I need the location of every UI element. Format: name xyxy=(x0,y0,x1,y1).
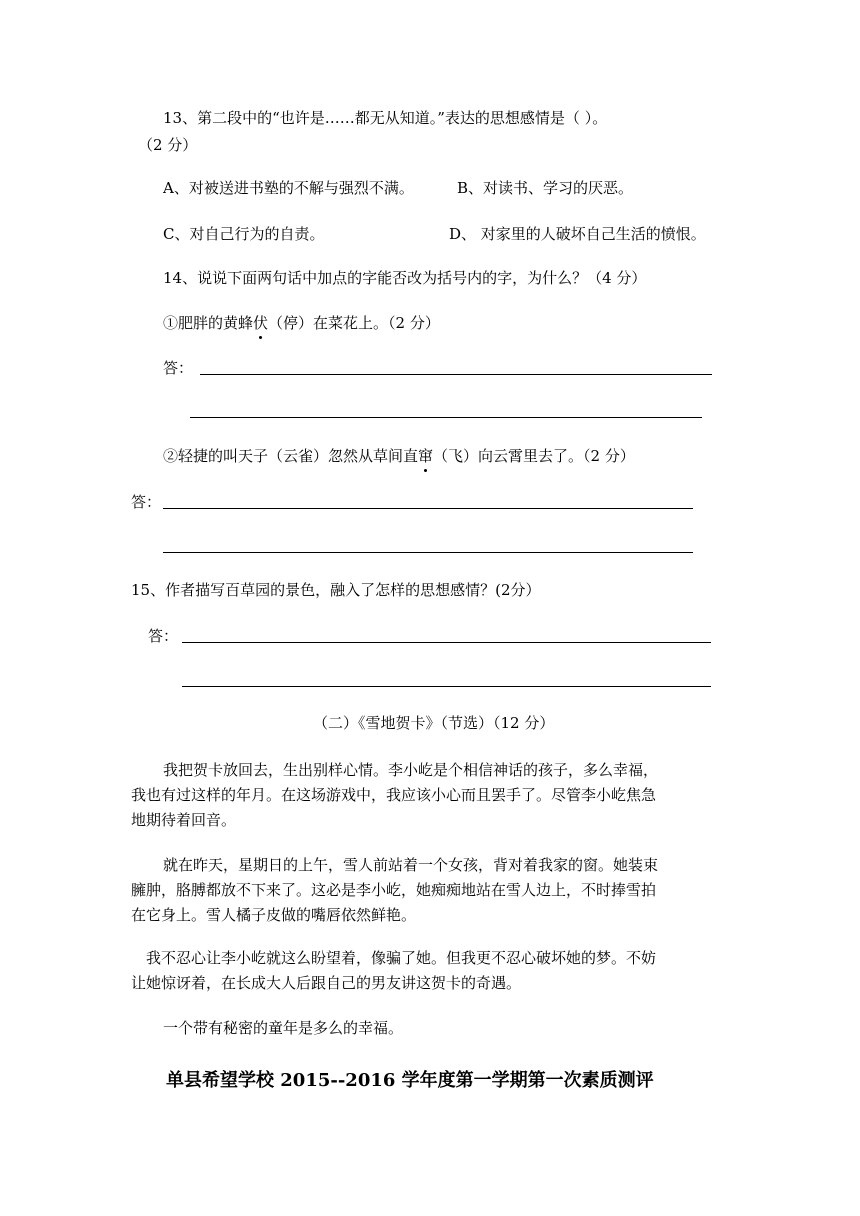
q14-s2-post: （飞）向云霄里去了。（2 分） xyxy=(433,447,635,465)
passage-line: 地期待着回音。 xyxy=(131,811,237,829)
q13-line1: 13、第二段中的“也许是……都无从知道。”表达的思想感情是（ ）。 xyxy=(163,109,608,127)
q13-line2: （2 分） xyxy=(138,136,198,154)
school-exam-title: 单县希望学校 2015--2016 学年度第一学期第一次素质测评 xyxy=(166,1070,654,1091)
q14-s1-dotted-char: 伏 xyxy=(253,314,269,332)
q14-sentence-1 xyxy=(163,313,440,333)
answer-label: 答： xyxy=(148,627,179,645)
passage-line: 让她惊讶着，在长成大人后跟自己的男友讲这贺卡的奇遇。 xyxy=(131,974,522,992)
q13-option-d: D、 对家里的人破坏自己生活的愤恨。 xyxy=(449,225,706,243)
q13-option-b: B、对读书、学习的厌恶。 xyxy=(457,179,634,197)
q14-stem: 14、说说下面两句话中加点的字能否改为括号内的字，为什么？（4 分） xyxy=(163,269,647,287)
answer-line[interactable] xyxy=(182,686,711,687)
passage-line: 我把贺卡放回去，生出别样心情。李小屹是个相信神话的孩子，多么幸福， xyxy=(163,761,659,779)
passage-line: 就在昨天，星期日的上午，雪人前站着一个女孩，背对着我家的窗。她装束 xyxy=(163,856,659,874)
answer-line[interactable] xyxy=(182,642,711,643)
q15-stem: 15、作者描写百草园的景色，融入了怎样的思想感情？(2分） xyxy=(131,581,541,599)
passage-line: 我不忍心让李小屹就这么盼望着，像骗了她。但我更不忍心破坏她的梦。不妨 xyxy=(146,949,657,967)
q14-s2-pre: ②轻捷的叫天子（云雀）忽然从草间直 xyxy=(163,447,419,465)
q13-option-a: A、对被送进书塾的不解与强烈不满。 xyxy=(163,179,414,197)
q13-option-c: C、对自己行为的自责。 xyxy=(163,225,325,243)
answer-label: 答： xyxy=(131,493,162,511)
section-heading: （二）《雪地贺卡》（节选）（12 分） xyxy=(313,714,555,732)
passage-line: 臃肿，胳膊都放不下来了。这必是李小屹，她痴痴地站在雪人边上，不时捧雪拍 xyxy=(131,881,657,899)
passage-line: 一个带有秘密的童年是多么的幸福。 xyxy=(163,1019,404,1037)
q14-s1-post: （停）在菜花上。（2 分） xyxy=(268,314,440,332)
answer-line[interactable] xyxy=(200,374,712,375)
answer-line[interactable] xyxy=(163,508,693,509)
answer-label: 答： xyxy=(163,359,194,377)
passage-line: 在它身上。雪人橘子皮做的嘴唇依然鲜艳。 xyxy=(131,906,417,924)
answer-line[interactable] xyxy=(163,552,693,553)
q14-s2-dotted-char: 窜 xyxy=(418,447,434,465)
passage-line: 我也有过这样的年月。在这场游戏中，我应该小心而且罢手了。尽管李小屹焦急 xyxy=(131,786,657,804)
q14-s1-pre: ①肥胖的黄蜂 xyxy=(163,314,254,332)
answer-line[interactable] xyxy=(190,417,702,418)
q14-sentence-2 xyxy=(163,446,635,466)
